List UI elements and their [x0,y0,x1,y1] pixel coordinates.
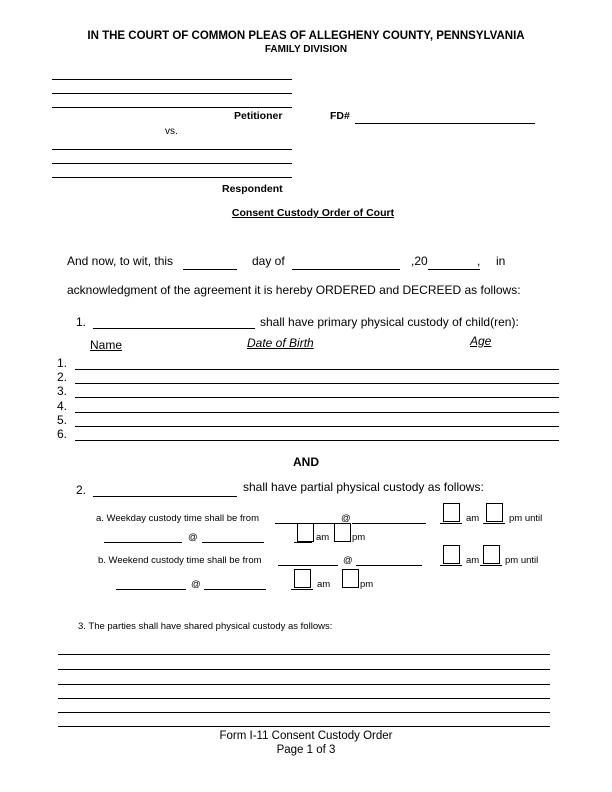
division-title: FAMILY DIVISION [264,44,348,55]
weekday-pm-until: pm until [509,513,543,524]
weekend-at: @ [343,555,353,566]
section2-number: 2. [76,483,87,497]
weekend-at-2: @ [191,579,201,590]
section2-text: shall have partial physical custody as follows: [243,480,484,494]
order-title: Consent Custody Order of Court [231,207,395,219]
weekend-am: am [466,555,480,566]
column-name: Name [90,338,123,352]
child-row-number: 6. [57,427,68,441]
acknowledgment-text: acknowledgment of the agreement it is hereby ORDERED and DECREED as follows: [67,283,521,297]
shared-custody-line[interactable] [58,669,550,670]
day-field[interactable] [183,269,237,270]
checkbox-underline [440,565,462,566]
weekday-until-day-field[interactable] [104,542,182,543]
petitioner-line-1[interactable] [52,79,292,80]
primary-custody-party-field[interactable] [93,328,255,329]
day-of-text: day of [252,254,285,268]
checkbox-underline [291,589,313,590]
weekend-am-2: am [317,579,331,590]
weekend-until-pm-checkbox[interactable] [342,569,359,588]
and-now-text: And now, to wit, this [67,254,174,268]
weekday-label: a. Weekday custody time shall be from [96,513,259,524]
checkbox-underline [483,523,505,524]
weekday-until-pm-checkbox[interactable] [334,523,351,542]
petitioner-label: Petitioner [234,110,283,122]
column-dob: Date of Birth [247,336,314,350]
weekend-from-pm-checkbox[interactable] [483,545,500,564]
partial-custody-party-field[interactable] [93,496,237,497]
child-row-line[interactable] [75,397,559,398]
court-title: IN THE COURT OF COMMON PLEAS OF ALLEGHENY COUNTY, PENNSYLVANIA [87,30,525,42]
column-age: Age [470,334,492,348]
weekday-at-2: @ [188,532,198,543]
checkbox-underline [294,542,312,543]
weekday-am-2: am [316,532,330,543]
child-row-line[interactable] [75,369,559,370]
weekend-from-day-field[interactable] [278,565,338,566]
child-row-number: 1. [57,356,68,370]
weekday-from-am-checkbox[interactable] [443,503,460,522]
petitioner-line-3[interactable] [52,107,292,108]
section3-text: 3. The parties shall have shared physical custody as follows: [78,621,333,632]
shared-custody-line[interactable] [58,726,550,727]
shared-custody-line[interactable] [58,684,550,685]
year-field[interactable] [428,269,480,270]
respondent-label: Respondent [222,183,283,195]
respondent-line-3[interactable] [52,177,292,178]
weekend-until-am-checkbox[interactable] [294,569,311,588]
section1-text: shall have primary physical custody of child(ren): [260,315,519,329]
vs-label: vs. [165,126,178,137]
and-label: AND [293,455,319,469]
child-row-number: 4. [57,399,68,413]
weekend-until-day-field[interactable] [116,589,186,590]
child-row-line[interactable] [75,412,559,413]
petitioner-line-2[interactable] [52,93,292,94]
shared-custody-line[interactable] [58,698,550,699]
in-text: in [496,254,506,268]
shared-custody-line[interactable] [58,654,550,655]
child-row-line[interactable] [75,426,559,427]
weekday-from-time-field[interactable] [352,523,426,524]
weekday-from-pm-checkbox[interactable] [486,503,503,522]
respondent-line-2[interactable] [52,163,292,164]
child-row-number: 3. [57,384,68,398]
weekday-until-time-field[interactable] [202,542,264,543]
child-row-line[interactable] [75,383,559,384]
weekday-pm-2: pm [352,532,366,543]
month-field[interactable] [292,269,400,270]
section1-number: 1. [76,315,87,329]
weekday-at: @ [341,513,351,524]
checkbox-underline [480,565,502,566]
weekend-from-am-checkbox[interactable] [443,545,460,564]
respondent-line-1[interactable] [52,149,292,150]
comma-text: , [477,254,481,268]
weekend-pm-until: pm until [505,555,539,566]
weekend-label: b. Weekend custody time shall be from [98,555,262,566]
child-row-number: 2. [57,370,68,384]
footer-form-name: Form I-11 Consent Custody Order [219,730,393,742]
shared-custody-line[interactable] [58,712,550,713]
child-row-number: 5. [57,413,68,427]
child-row-line[interactable] [75,440,559,441]
footer-page-number: Page 1 of 3 [276,744,336,756]
weekend-until-time-field[interactable] [204,589,266,590]
fd-number-field[interactable] [355,123,535,124]
year-prefix: ,20 [411,254,428,268]
weekday-until-am-checkbox[interactable] [297,523,314,542]
checkbox-underline [440,523,462,524]
fd-label: FD# [330,110,350,122]
weekend-pm-2: pm [360,579,374,590]
weekday-am: am [466,513,480,524]
weekend-from-time-field[interactable] [356,565,422,566]
